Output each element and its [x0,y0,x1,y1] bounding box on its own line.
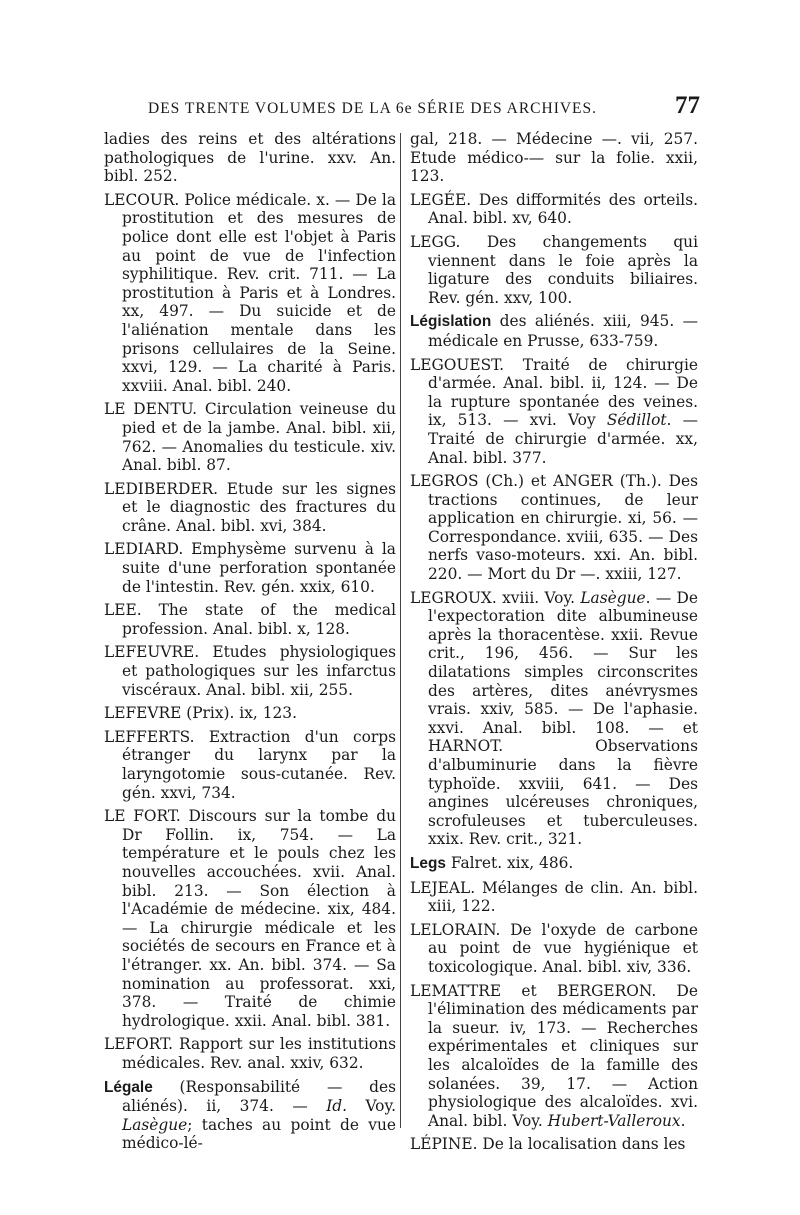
left-column [104,130,396,1158]
entry-text: LEDIBERDER. Etude sur les signes et le diagnostic des fractures du crâne. Anal. bibl. xvi, 384. [104,479,396,535]
entry-text: . — Traité de chirurgie d'armée. xx, Anal. bibl. 377. [428,411,698,467]
index-entry [104,130,396,186]
index-entry [410,191,698,228]
entry-text: des aliénés. xiii, 945. — médicale en Prusse, 633-759. [428,312,698,350]
entry-text: LE DENTU. Circulation veineuse du pied et de la jambe. Anal. bibl. xii, 762. — Anomalies du testicule. xiv. Anal. bibl. 87. [104,400,396,475]
entry-text: LEGROUX. xviii. Voy. [410,588,581,607]
entry-text: LEE. The state of the medical profession. Anal. bibl. x, 128. [104,601,396,638]
index-entry [410,854,698,874]
entry-reference: Id. [326,1097,348,1116]
entry-text: LEMATTRE et BERGERON. De l'élimination des médicaments par la sueur. iv, 173. — Recherches expérimentales et cliniques sur les alcaloïdes de la famille des solanées. 39, 17. — Action physiologique des alcaloïdes. xvi. Anal. bibl. Voy. [410,981,698,1130]
index-entry [410,1135,698,1154]
index-entry [104,1035,396,1072]
entry-text: ; taches au point de vue médico-lé- [122,1115,396,1153]
entry-text: LEDIARD. Emphysème survenu à la suite d'une perforation spontanée de l'intestin. Rev. gén. xxix, 610. [104,540,396,596]
entry-text: ladies des reins et des altérations pathologiques de l'urine. xxv. An. bibl. 252. [104,130,396,186]
entry-text: LEGG. Des changements qui viennent dans le foie après la ligature des conduits biliaires. Rev. gén. xxv, 100. [410,232,698,307]
index-entry [410,472,698,584]
entry-reference: Lasègue [122,1115,188,1134]
entry-text: . — De l'expectoration dite albumineuse après la thoracentèse. xxii. Revue crit., 196, 456. — Sur les dilatations simples circonscrites des artères, dites anévrysmes vrais. xxiv, 585. — De l'aphasie. xxvi. Anal. bibl. 108. — et HARNOT. Observations d'albuminurie dans la fièvre typhoïde. xxviii, 641. — Des angines ulcéreuses chroniques, scrofuleuses et tuberculeuses. xxix. Rev. crit., 321. [428,588,699,849]
entry-text: LEFEUVRE. Etudes physiologiques et pathologiques sur les infarctus viscéraux. Anal. bibl. xii, 255. [104,643,396,699]
entry-text: LEGÉE. Des difformités des orteils. Anal. bibl. xv, 640. [410,190,698,228]
entry-reference: Lasègue [580,588,646,607]
index-entry [104,728,396,802]
index-entry [410,233,698,307]
index-entry [410,356,698,468]
entry-heading: Legs [410,854,446,872]
page-number: 77 [675,92,700,119]
entry-text: Voy. [347,1097,396,1116]
index-entry [410,312,698,350]
index-entry [104,601,396,638]
entry-reference: Sédillot [606,411,667,430]
entry-text: LEGROS (Ch.) et ANGER (Th.). Des tractions continues, de leur application en chirurgie. xi, 56. — Correspondance. xviii, 635. — Des nerfs vaso-moteurs. xxi. An. bibl. 220. — Mort du Dr —. xxiii, 127. [410,472,698,584]
entry-text: LEFORT. Rapport sur les institutions médicales. Rev. anal. xxiv, 632. [104,1035,396,1072]
page-header [120,92,700,124]
entry-text: LECOUR. Police médicale. x. — De la prostitution et des mesures de police dont elle est l'objet à Paris au point de vue de l'infection syphilitique. Rev. crit. 711. — La prostitution à Paris et à Londres. xx, 497. — Du suicide et de l'aliénation mentale dans les prisons cellulaires de la Seine. xxvi, 129. — La charité à Paris. xxviii. Anal. bibl. 240. [104,190,396,395]
entry-text: Falret. xix, 486. [445,853,574,872]
index-entry [104,400,396,474]
index-entry [410,879,698,916]
index-entry [104,480,396,536]
entry-text: (Responsabilité — des aliénés). ii, 374. — [122,1077,396,1116]
index-entry [104,704,396,723]
index-entry [104,643,396,699]
entry-heading: Législation [410,313,492,331]
entry-text: LEFFERTS. Extraction d'un corps étranger du larynx par la laryngotomie sous-cutanée. Rev. gén. xxvi, 734. [104,727,396,802]
index-entry [104,540,396,596]
entry-text: LEGOUEST. Traité de chirurgie d'armée. Anal. bibl. ii, 124. — De la rupture spontanée des veines. ix, 513. — xvi. Voy [410,355,698,430]
entry-heading: Légale [104,1078,153,1096]
entry-text: LE FORT. Discours sur la tombe du Dr Follin. ix, 754. — La température et le pouls chez les nouvelles accouchées. xvii. Anal. bibl. 213. — Son élection à l'Académie de médecine. xix, 484. — La chirurgie médicale et les sociétés de secours en France et à l'étranger. xx. An. bibl. 374. — Sa nomination au professorat. xxi, 378. — Traité de chimie hydrologique. xxii. Anal. bibl. 381. [104,807,396,1030]
index-entry [410,921,698,977]
index-entry [104,807,396,1030]
entry-text: LELORAIN. De l'oxyde de carbone au point de vue hygiénique et toxicologique. Anal. bibl. xiv, 336. [410,920,698,976]
column-divider [400,133,401,1128]
index-entry [104,1078,396,1153]
running-head: DES TRENTE VOLUMES DE LA 6e SÉRIE DES ARCHIVES. [148,100,598,117]
entry-reference: Hubert-Valleroux [547,1111,681,1130]
index-entry [410,982,698,1131]
entry-text: gal, 218. — Médecine —. vii, 257. Etude médico-— sur la folie. xxii, 123. [410,130,698,186]
entry-text: LEFEVRE (Prix). ix, 123. [104,704,297,723]
entry-text: . [680,1111,686,1130]
entry-text: LÉPINE. De la localisation dans les [410,1135,686,1154]
index-entry [410,130,698,186]
entry-text: LEJEAL. Mélanges de clin. An. bibl. xiii, 122. [410,878,698,916]
index-entry [104,191,396,396]
right-column [410,130,698,1159]
index-entry [410,589,698,849]
